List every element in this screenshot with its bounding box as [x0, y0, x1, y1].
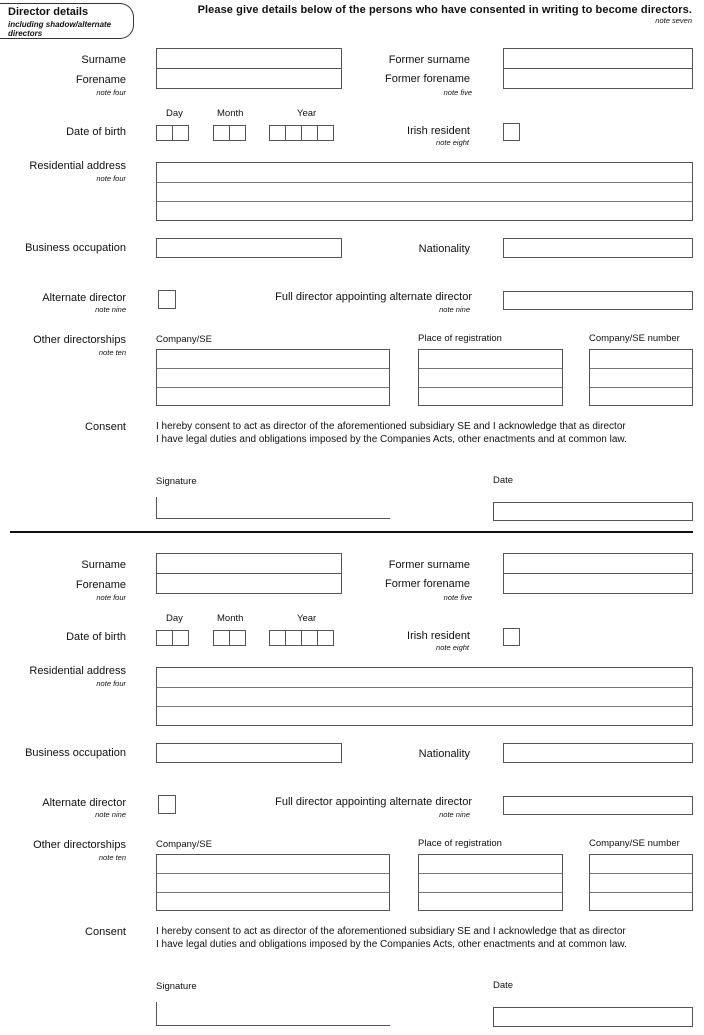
full-director-field[interactable] [503, 796, 693, 815]
signature-field[interactable] [156, 1002, 390, 1026]
forename-note: note four [96, 593, 126, 602]
section-title: Director details [8, 6, 89, 18]
consent-text-line1: I hereby consent to act as director of the aforementioned subsidiary SE and I acknowledge that as director [156, 421, 626, 432]
surname-label: Surname [81, 559, 126, 571]
company-se-header: Company/SE [156, 839, 212, 850]
month-label: Month [217, 108, 244, 119]
full-director-label: Full director appointing alternate director [275, 291, 472, 303]
date-of-birth-label: Date of birth [66, 631, 126, 643]
business-occupation-label: Business occupation [25, 242, 126, 254]
nationality-field[interactable] [503, 238, 693, 258]
intro-text: Please give details below of the persons who have consented in writing to become directors. [197, 4, 692, 16]
former-forename-label: Former forename [385, 73, 470, 85]
signature-label: Signature [156, 476, 197, 487]
company-se-table[interactable] [156, 349, 390, 406]
consent-label: Consent [85, 421, 126, 433]
former-forename-label: Former forename [385, 578, 470, 590]
dob-month-cells[interactable] [213, 630, 245, 646]
former-forename-field[interactable] [503, 573, 693, 594]
surname-label: Surname [81, 54, 126, 66]
residential-address-note: note four [96, 174, 126, 183]
alternate-director-note: note nine [95, 810, 126, 819]
former-surname-label: Former surname [388, 54, 470, 66]
month-label: Month [217, 613, 244, 624]
nationality-label: Nationality [418, 748, 470, 760]
irish-resident-note: note eight [436, 643, 469, 652]
company-se-table[interactable] [156, 854, 390, 911]
forename-note: note four [96, 88, 126, 97]
forename-label: Forename [75, 74, 126, 86]
former-surname-field[interactable] [503, 553, 693, 574]
day-label: Day [166, 108, 183, 119]
business-occupation-label: Business occupation [25, 747, 126, 759]
place-of-registration-table[interactable] [418, 349, 563, 406]
alternate-director-label: Alternate director [42, 292, 126, 304]
full-director-note: note nine [439, 305, 470, 314]
residential-address-field[interactable] [156, 162, 693, 221]
former-surname-label: Former surname [388, 559, 470, 571]
consent-text-line1: I hereby consent to act as director of the aforementioned subsidiary SE and I acknowledge that as director [156, 926, 626, 937]
irish-resident-checkbox[interactable] [503, 123, 520, 141]
date-of-birth-label: Date of birth [66, 126, 126, 138]
consent-label: Consent [85, 926, 126, 938]
other-directorships-note: note ten [98, 348, 126, 357]
nationality-field[interactable] [503, 743, 693, 763]
irish-resident-note: note eight [436, 138, 469, 147]
company-se-number-header: Company/SE number [589, 838, 680, 849]
alternate-director-note: note nine [95, 305, 126, 314]
director-block-2 [0, 505, 704, 1005]
intro-note: note seven [655, 16, 692, 25]
residential-address-field[interactable] [156, 667, 693, 726]
date-label: Date [493, 475, 514, 486]
company-se-number-table[interactable] [589, 349, 693, 406]
date-field[interactable] [493, 1007, 693, 1027]
irish-resident-checkbox[interactable] [503, 628, 520, 646]
former-forename-field[interactable] [503, 68, 693, 89]
dob-day-cells[interactable] [156, 630, 188, 646]
consent-text-line2: I have legal duties and obligations imposed by the Companies Acts, other enactments and at common law. [156, 939, 627, 950]
section-subtitle-line2: directors [8, 29, 43, 38]
residential-address-label: Residential address [29, 665, 126, 677]
date-label: Date [493, 980, 514, 991]
place-of-registration-header: Place of registration [418, 838, 502, 849]
irish-resident-label: Irish resident [407, 630, 470, 642]
dob-day-cells[interactable] [156, 125, 188, 141]
company-se-header: Company/SE [156, 334, 212, 345]
nationality-label: Nationality [418, 243, 470, 255]
residential-address-note: note four [96, 679, 126, 688]
year-label: Year [297, 613, 317, 624]
section-subtitle-line1: including shadow/alternate [8, 20, 112, 29]
other-directorships-label: Other directorships [33, 839, 126, 851]
forename-label: Forename [75, 579, 126, 591]
other-directorships-label: Other directorships [33, 334, 126, 346]
alternate-director-checkbox[interactable] [158, 795, 176, 814]
year-label: Year [297, 108, 317, 119]
day-label: Day [166, 613, 183, 624]
full-director-field[interactable] [503, 291, 693, 310]
alternate-director-label: Alternate director [42, 797, 126, 809]
full-director-note: note nine [439, 810, 470, 819]
residential-address-label: Residential address [29, 160, 126, 172]
full-director-label: Full director appointing alternate director [275, 796, 472, 808]
former-forename-note: note five [443, 88, 472, 97]
company-se-number-header: Company/SE number [589, 333, 680, 344]
director-block-1 [0, 0, 704, 500]
consent-text-line2: I have legal duties and obligations imposed by the Companies Acts, other enactments and at common law. [156, 434, 627, 445]
former-forename-note: note five [443, 593, 472, 602]
dob-month-cells[interactable] [213, 125, 245, 141]
place-of-registration-header: Place of registration [418, 333, 502, 344]
place-of-registration-table[interactable] [418, 854, 563, 911]
alternate-director-checkbox[interactable] [158, 290, 176, 309]
former-surname-field[interactable] [503, 48, 693, 69]
company-se-number-table[interactable] [589, 854, 693, 911]
irish-resident-label: Irish resident [407, 125, 470, 137]
other-directorships-note: note ten [98, 853, 126, 862]
signature-label: Signature [156, 981, 197, 992]
